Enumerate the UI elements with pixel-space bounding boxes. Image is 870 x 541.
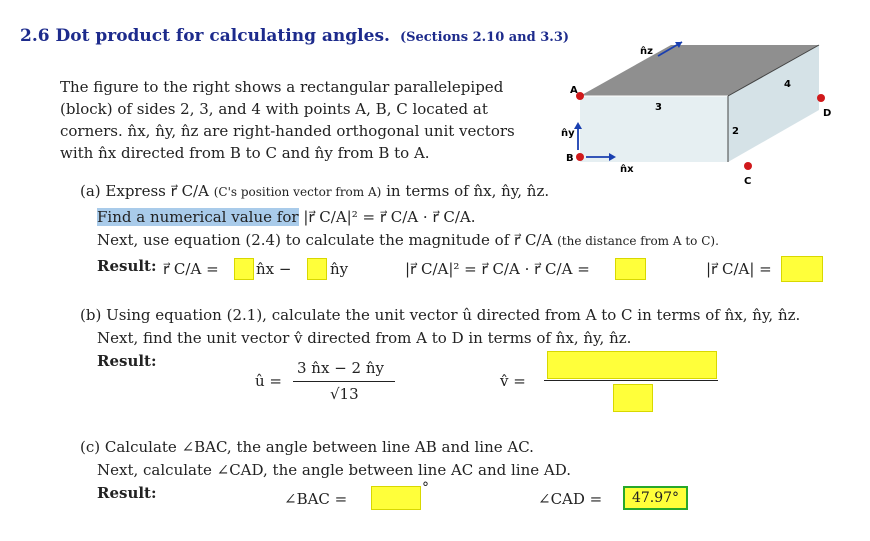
point-d-label: D (823, 108, 832, 119)
rca-nx-term: n̂x − (256, 260, 292, 278)
v-hat-denominator-input[interactable] (613, 384, 653, 412)
side-4-label: 4 (784, 79, 791, 90)
rca-squared-eq: |r⃗ C/A|² = r⃗ C/A · r⃗ C/A = (405, 260, 590, 278)
intro-paragraph (60, 76, 515, 164)
side-3-label: 3 (655, 102, 662, 113)
angle-bac-input[interactable] (371, 486, 421, 510)
u-hat-numerator: 3 n̂x − 2 n̂y (297, 359, 384, 377)
part-a-prompt-note: (C's position vector from A) (213, 185, 382, 199)
section-title: 2.6 Dot product for calculating angles. (20, 26, 390, 46)
intro-line-1: The figure to the right shows a rectangular parallelepiped (60, 78, 504, 96)
block-front-face (580, 96, 728, 162)
nx-label: n̂x (620, 164, 634, 175)
intro-line-2: (block) of sides 2, 3, and 4 with points A, B, C located at (60, 100, 488, 118)
point-b-label: B (566, 153, 574, 164)
magnitude-note: (the distance from A to C). (557, 234, 719, 248)
magnitude-instruction: Next, use equation (2.4) to calculate the magnitude of r⃗ C/A (97, 231, 553, 249)
point-b-marker (576, 153, 584, 161)
intro-line-3: corners. n̂x, n̂y, n̂z are right-handed orthogonal unit vectors (60, 122, 515, 140)
part-a-prompt-end: in terms of n̂x, n̂y, n̂z. (386, 182, 550, 200)
ny-label: n̂y (561, 128, 575, 139)
v-hat-fraction-bar (544, 380, 718, 381)
section-heading (20, 26, 569, 46)
u-hat-denominator: √13 (330, 385, 359, 403)
part-b-line-1: (b) Using equation (2.1), calculate the unit vector û directed from A to C in terms of n̂x, n̂y, n̂z. (80, 306, 801, 324)
part-a-line-2 (97, 206, 476, 228)
part-c-line-2: Next, calculate ∠CAD, the angle between line AC and line AD. (97, 461, 572, 479)
point-c-marker (744, 162, 752, 170)
nz-label: n̂z (640, 46, 653, 57)
angle-bac-lhs: ∠BAC = (284, 490, 348, 508)
v-hat-numerator-input[interactable] (547, 351, 717, 379)
u-hat-lhs: û = (255, 372, 282, 390)
part-b-line-2: Next, find the unit vector v̂ directed from A to D in terms of n̂x, n̂y, n̂z. (97, 329, 632, 347)
highlighted-instruction: Find a numerical value for (97, 208, 299, 226)
part-a-prompt: (a) Express r⃗ C/A (80, 182, 209, 200)
rca-magnitude-input[interactable] (781, 256, 823, 282)
point-c-label: C (744, 176, 752, 187)
part-a-line-1 (80, 180, 549, 203)
point-d-marker (817, 94, 825, 102)
part-c-line-1: (c) Calculate ∠BAC, the angle between line AB and line AC. (80, 438, 534, 456)
parallelepiped-figure (548, 30, 870, 200)
point-a-label: A (570, 85, 578, 96)
part-c-result-label: Result: (97, 484, 157, 502)
degree-symbol: ° (422, 480, 429, 496)
rca-lhs: r⃗ C/A = (163, 260, 219, 278)
dot-product-expression: |r⃗ C/A|² = r⃗ C/A · r⃗ C/A. (303, 208, 476, 226)
angle-cad-answer[interactable]: 47.97° (623, 486, 688, 510)
rca-squared-input[interactable] (615, 258, 646, 280)
rca-nx-coefficient-input[interactable] (234, 258, 254, 280)
rca-magnitude-eq: |r⃗ C/A| = (706, 260, 772, 278)
intro-line-4: with n̂x directed from B to C and n̂y from B to A. (60, 144, 430, 162)
part-a-line-3 (97, 229, 719, 252)
part-b-result-label: Result: (97, 352, 157, 370)
u-hat-fraction-bar (293, 381, 395, 382)
part-a-result-label: Result: (97, 257, 157, 275)
side-2-label: 2 (732, 126, 739, 137)
rca-ny-coefficient-input[interactable] (307, 258, 327, 280)
angle-cad-lhs: ∠CAD = (538, 490, 603, 508)
section-references: (Sections 2.10 and 3.3) (399, 30, 570, 45)
rca-ny-term: n̂y (330, 260, 349, 278)
v-hat-lhs: v̂ = (500, 372, 526, 390)
